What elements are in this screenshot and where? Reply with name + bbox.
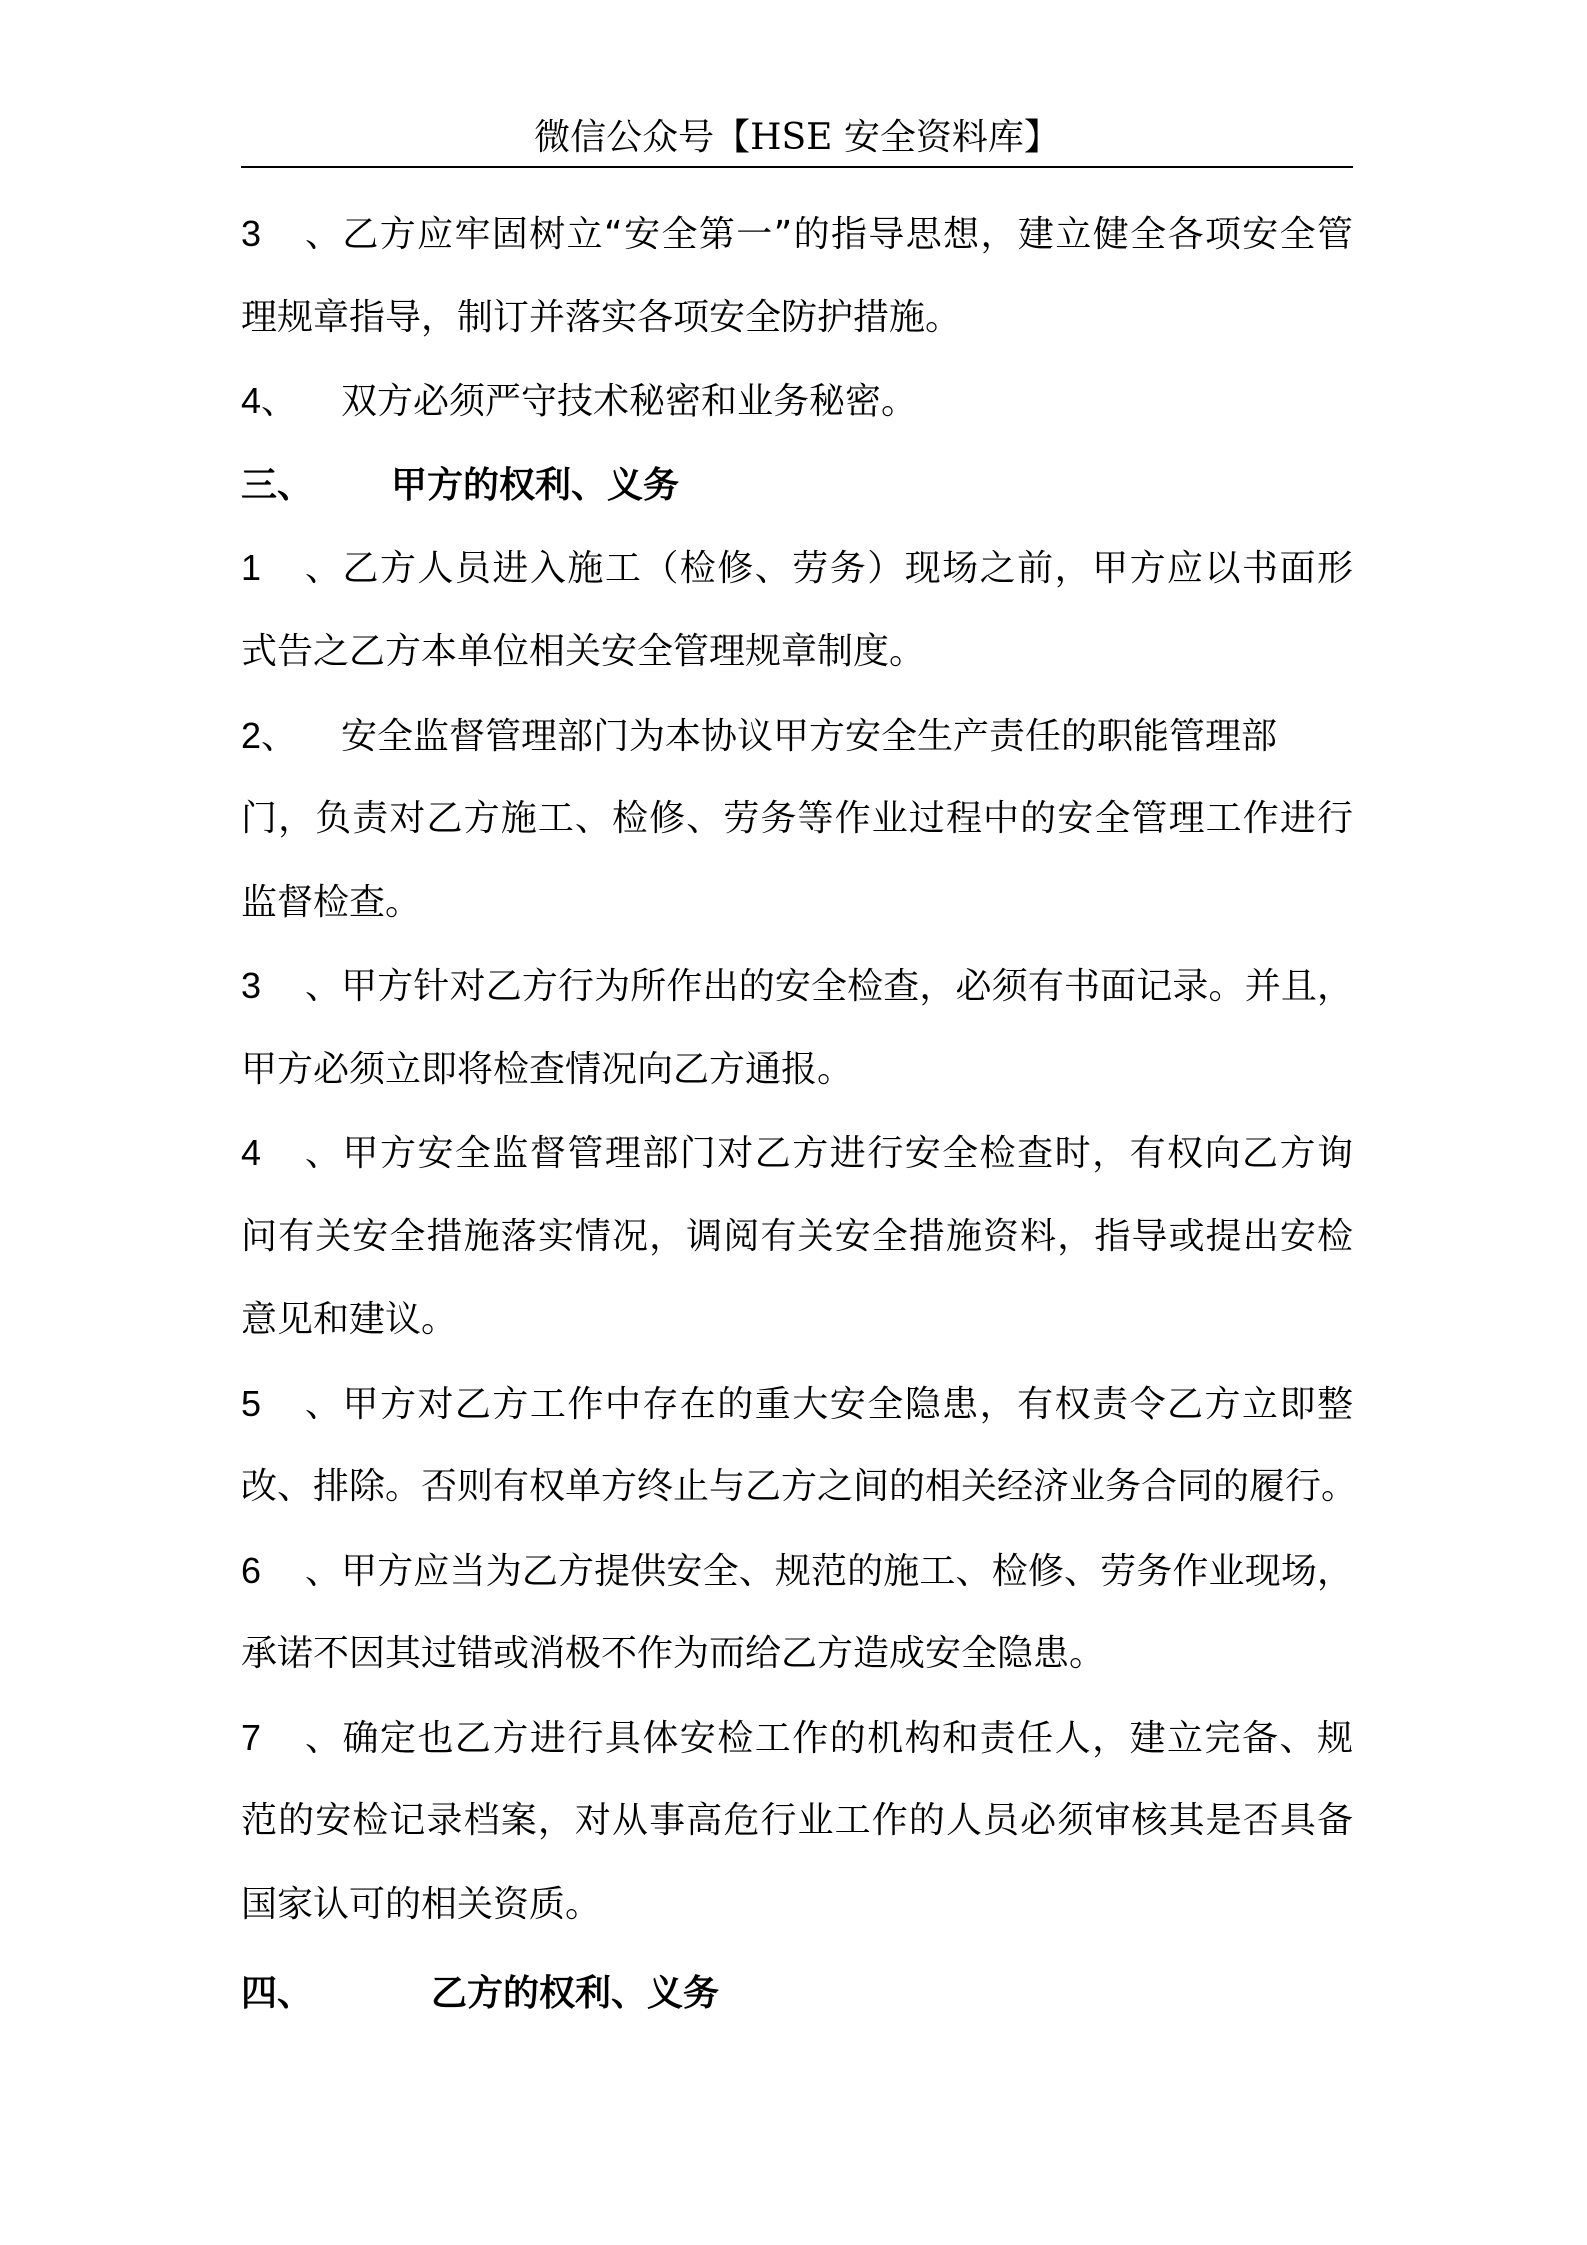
clause-text: 监督检查。 [241, 882, 422, 923]
section-title: 乙方的权利、义务 [431, 1973, 720, 2014]
item-2-line-1 [241, 706, 1353, 766]
item-4-line-1 [241, 1123, 1353, 1183]
section-number: 三、 [241, 464, 314, 505]
clause-text: 门，负责对乙方施工、检修、劳务等作业过程中的安全管理工作进行 [241, 798, 1353, 839]
item-6-line-2 [241, 1624, 1353, 1684]
clause-3-line-1 [241, 204, 1353, 264]
clause-text: 甲方安全监督管理部门对乙方进行安全检查时，有权向乙方询 [341, 1133, 1353, 1174]
item-2-line-3 [241, 873, 1353, 933]
item-4-line-3 [241, 1290, 1353, 1350]
clause-number: 6、 [241, 1550, 341, 1591]
clause-text: 意见和建议。 [241, 1299, 458, 1340]
clause-text: 乙方人员进入施工（检修、劳务）现场之前，甲方应以书面形 [341, 548, 1353, 589]
clause-number: 3、 [241, 965, 341, 1006]
clause-text: 甲方应当为乙方提供安全、规范的施工、检修、劳务作业现场， [341, 1551, 1353, 1592]
item-7-line-3 [241, 1875, 1353, 1935]
clause-text: 国家认可的相关资质。 [241, 1884, 602, 1925]
section-4-heading [241, 1963, 1353, 2023]
clause-number: 3、 [241, 213, 341, 254]
clause-number: 1、 [241, 547, 341, 588]
item-6-line-1 [241, 1541, 1353, 1601]
clause-text: 理规章指导，制订并落实各项安全防护措施。 [241, 297, 962, 338]
item-2-line-2 [241, 789, 1353, 849]
clause-text: 甲方必须立即将检查情况向乙方通报。 [241, 1049, 854, 1090]
clause-text: 双方必须严守技术秘密和业务秘密。 [341, 381, 918, 422]
item-3-line-2 [241, 1040, 1353, 1100]
item-5-line-2 [241, 1457, 1358, 1517]
clause-4-line-1 [241, 371, 1353, 431]
clause-3-line-2 [241, 288, 1353, 348]
clause-number: 7、 [241, 1717, 341, 1758]
clause-text: 确定也乙方进行具体安检工作的机构和责任人，建立完备、规 [341, 1718, 1353, 1759]
item-7-line-2 [241, 1791, 1353, 1851]
item-4-line-2 [241, 1207, 1353, 1267]
clause-number: 4、 [241, 380, 298, 421]
header-divider [241, 166, 1353, 168]
clause-number: 2、 [241, 715, 298, 756]
clause-number: 4、 [241, 1132, 341, 1173]
clause-text: 承诺不因其过错或消极不作为而给乙方造成安全隐患。 [241, 1633, 1106, 1674]
item-3-line-1 [241, 956, 1353, 1016]
clause-number: 5、 [241, 1383, 341, 1424]
section-3-heading [241, 455, 1353, 515]
clause-text: 乙方应牢固树立“安全第一”的指导思想，建立健全各项安全管 [341, 214, 1353, 255]
page-header: 微信公众号【HSE 安全资料库】 [534, 117, 1060, 158]
clause-text: 问有关安全措施落实情况，调阅有关安全措施资料，指导或提出安检 [241, 1216, 1353, 1257]
item-1-line-2 [241, 622, 1353, 682]
item-1-line-1 [241, 538, 1353, 598]
item-5-line-1 [241, 1374, 1353, 1434]
clause-text: 式告之乙方本单位相关安全管理规章制度。 [241, 631, 926, 672]
clause-text: 安全监督管理部门为本协议甲方安全生产责任的职能管理部 [341, 716, 1278, 757]
clause-text: 范的安检记录档案，对从事高危行业工作的人员必须审核其是否具备 [241, 1800, 1353, 1841]
clause-text: 甲方对乙方工作中存在的重大安全隐患，有权责令乙方立即整 [341, 1384, 1353, 1425]
section-title: 甲方的权利、义务 [391, 465, 680, 506]
section-number: 四、 [241, 1972, 314, 2013]
clause-text: 改、排除。否则有权单方终止与乙方之间的相关经济业务合同的履行。 [241, 1466, 1358, 1507]
item-7-line-1 [241, 1708, 1353, 1768]
clause-text: 甲方针对乙方行为所作出的安全检查，必须有书面记录。并且， [341, 966, 1353, 1007]
